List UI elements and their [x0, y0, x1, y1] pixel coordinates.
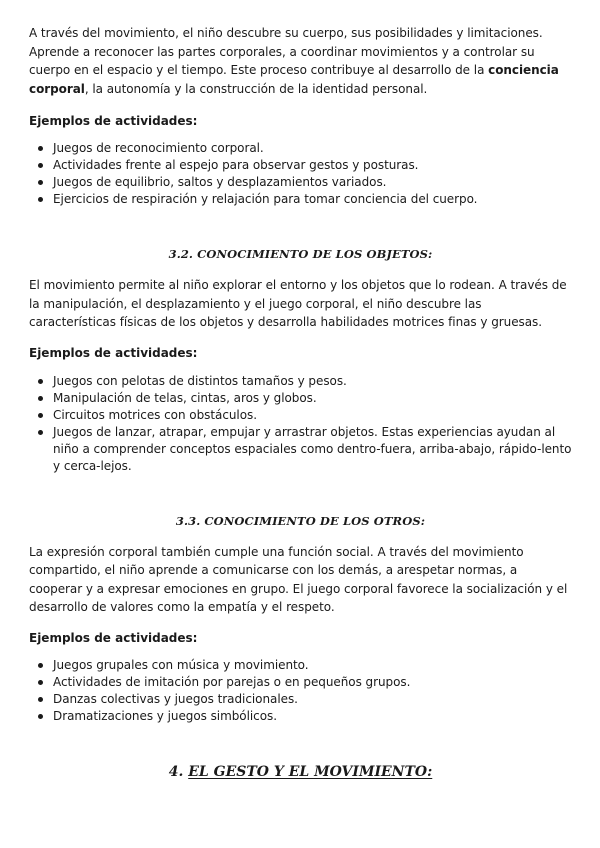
section-3-2-paragraph: El movimiento permite al niño explorar el entorno y los objetos que lo rodean. A través de la manipulación, el desplazamiento y el juego corporal, el niño descubre las características físicas de los objetos y desarrolla habilidades motrices finas y gruesas. [29, 278, 567, 329]
section-4-title: EL GESTO Y EL MOVIMIENTO: [188, 763, 433, 780]
examples-label-1: Ejemplos de actividades: [29, 114, 198, 128]
activities-list-2 [29, 373, 572, 475]
list-item: Manipulación de telas, cintas, aros y globos. [53, 390, 572, 407]
examples-label-2: Ejemplos de actividades: [29, 345, 198, 360]
section-heading-3-2: 3.2. CONOCIMIENTO DE LOS OBJETOS: [168, 247, 433, 261]
list-item: Danzas colectivas y juegos tradicionales. [53, 691, 572, 708]
list-item: Dramatizaciones y juegos simbólicos. [53, 708, 572, 725]
list-item: Actividades de imitación por parejas o en pequeños grupos. [53, 674, 572, 691]
examples-label-3: Ejemplos de actividades: [29, 630, 198, 645]
list-item: Actividades frente al espejo para observar gestos y posturas. [53, 157, 572, 174]
list-item: Juegos de equilibrio, saltos y desplazamientos variados. [53, 174, 572, 191]
section-heading-3-3: 3.3. CONOCIMIENTO DE LOS OTROS: [175, 513, 426, 528]
list-item: Juegos grupales con música y movimiento. [53, 657, 572, 674]
intro-bold-term: conciencia corporal [29, 63, 559, 96]
list-item: Juegos con pelotas de distintos tamaños y pesos. [53, 373, 572, 390]
intro-paragraph [29, 24, 572, 98]
list-item: Juegos de lanzar, atrapar, empujar y arrastrar objetos. Estas experiencias ayudan al niño a comprender conceptos espaciales como dentro-fuera, arriba-abajo, rápido-lento y cerca-lejos. [53, 424, 572, 473]
section-3-3-paragraph: La expresión corporal también cumple una función social. A través del movimiento compartido, el niño aprende a comunicarse con los demás, a arespetar normas, a cooperar y a expresar emociones en grupo. El juego corporal favorece la socialización y el desarrollo de valores como la empatía y el respeto. [29, 544, 568, 614]
list-item: Juegos de reconocimiento corporal. [53, 140, 572, 157]
section-heading-4 [29, 763, 572, 781]
list-item: Circuitos motrices con obstáculos. [53, 407, 572, 424]
intro-text-before: A través del movimiento, el niño descubre su cuerpo, sus posibilidades y limitaciones. Aprende a reconocer las partes corporales, a coordinar movimientos y a controlar su cuerpo en el espacio y el tiempo. Este proceso contribuye al desarrollo de la [29, 26, 543, 77]
activities-list-1 [29, 140, 572, 208]
section-4-number: 4. [168, 763, 184, 780]
intro-text-after: , la autonomía y la construcción de la identidad personal. [84, 81, 428, 96]
activities-list-3 [29, 657, 572, 725]
list-item: Ejercicios de respiración y relajación para tomar conciencia del cuerpo. [53, 191, 572, 208]
